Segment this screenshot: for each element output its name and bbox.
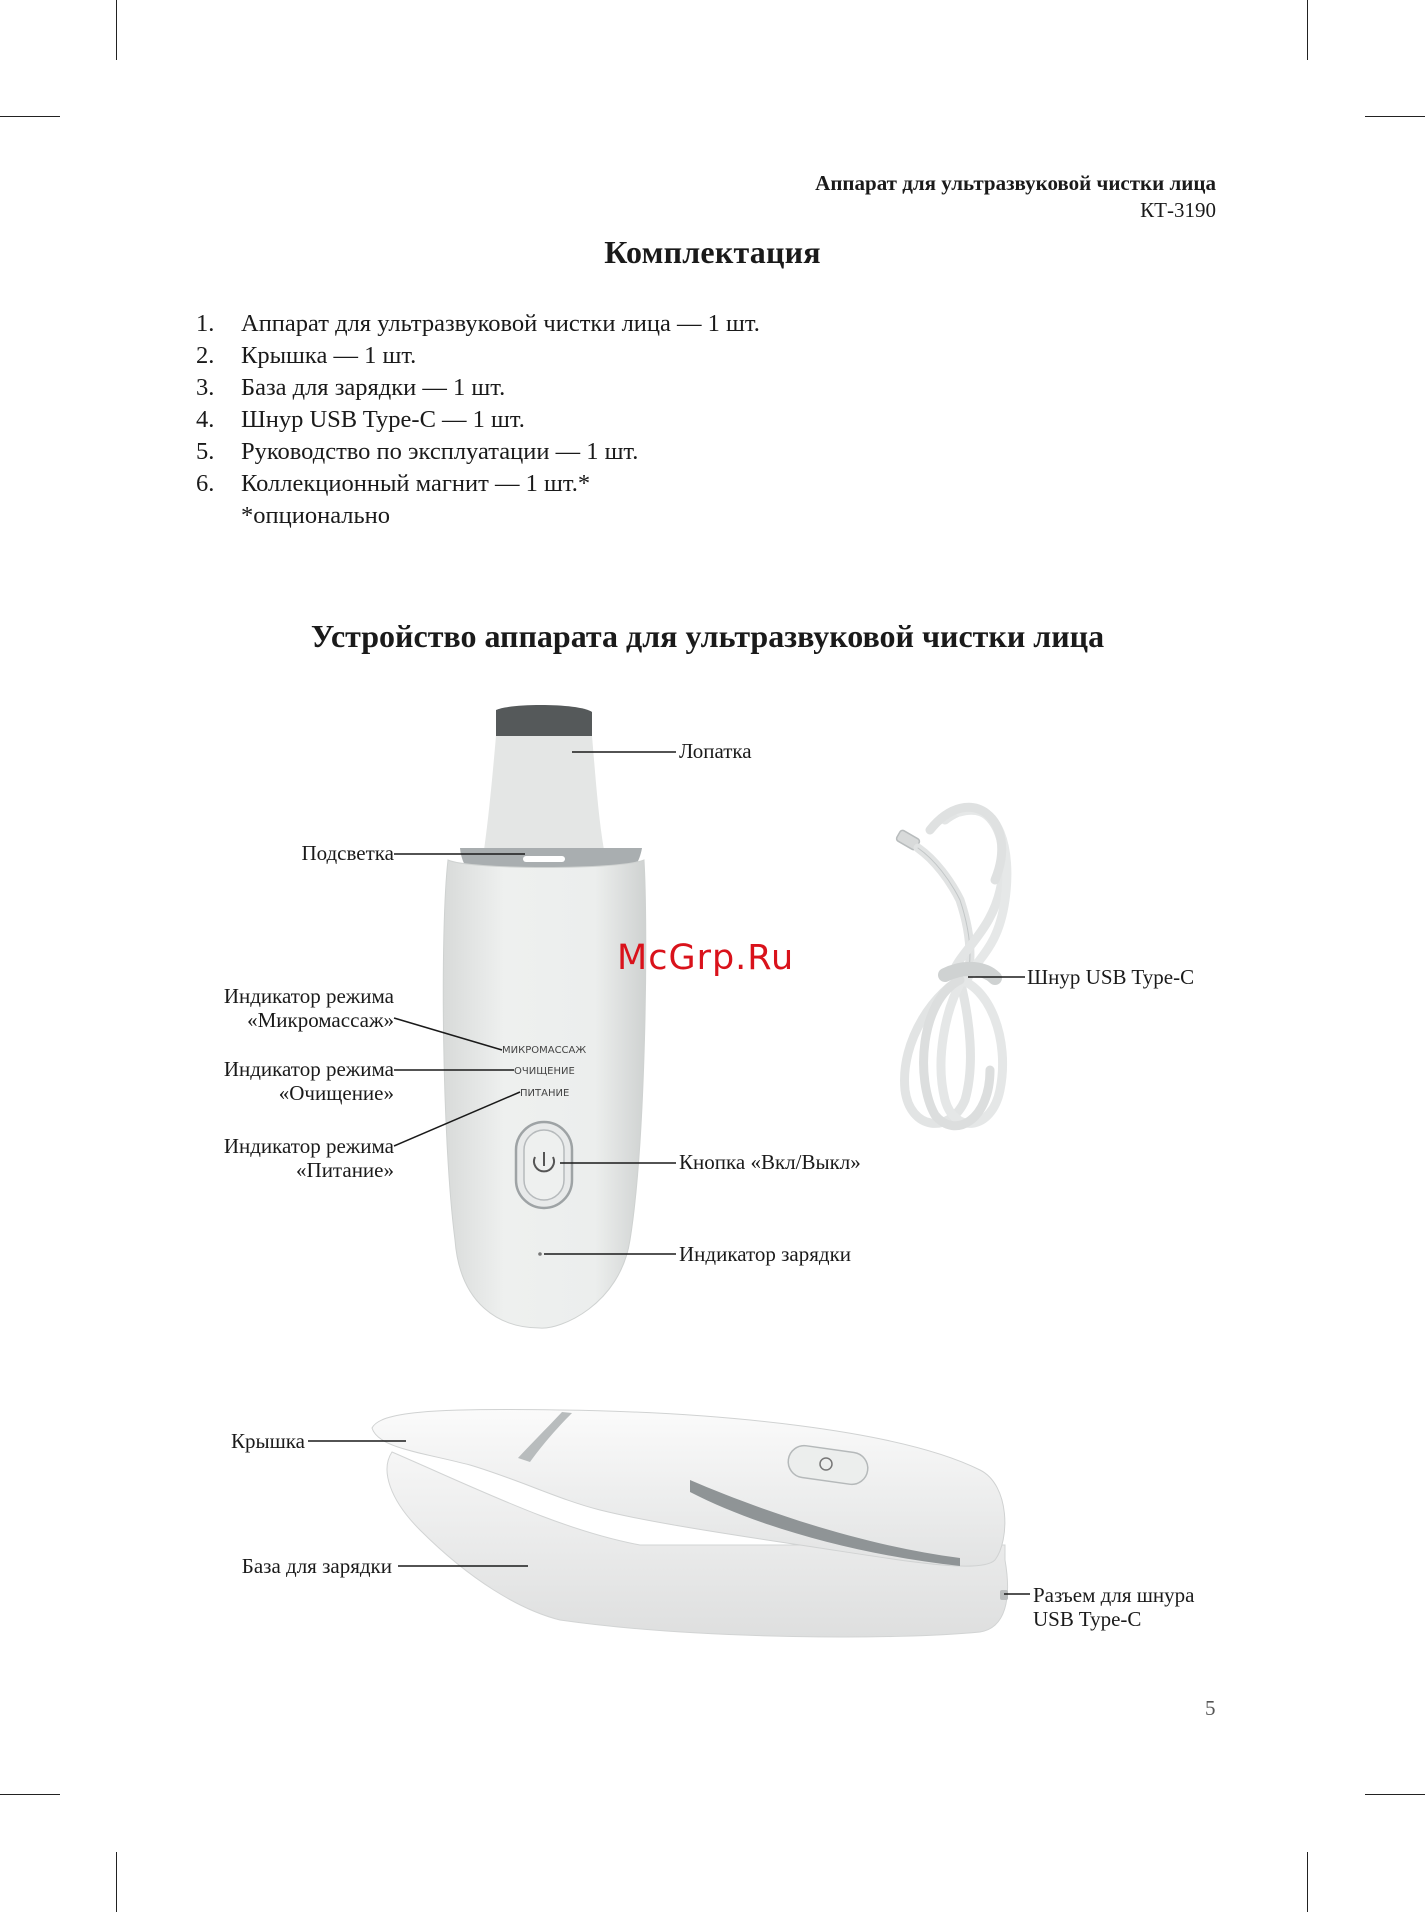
list-number: 1. xyxy=(196,310,215,337)
spatula-tip xyxy=(496,705,592,738)
list-text: Шнур USB Type-C — 1 шт. xyxy=(241,406,525,433)
list-number: 4. xyxy=(196,406,215,433)
list-number: 6. xyxy=(196,470,215,497)
spatula-blade xyxy=(484,736,604,850)
label-line: Индикатор режима xyxy=(223,1134,394,1158)
mode-micromassage-text: МИКРОМАССАЖ xyxy=(502,1045,587,1056)
label-cleansing-indicator xyxy=(224,1057,394,1105)
list-text: Аппарат для ультразвуковой чистки лица — 1 шт. xyxy=(241,310,760,337)
mode-cleansing-text: ОЧИЩЕНИЕ xyxy=(514,1066,575,1077)
label-usb-cable: Шнур USB Type-C xyxy=(1027,965,1195,989)
label-usb-connector xyxy=(1033,1583,1194,1631)
section-title-device: Устройство аппарата для ультразвуковой чистки лица xyxy=(310,618,1105,654)
list-number: 5. xyxy=(196,438,215,465)
label-nutrition-indicator xyxy=(224,1134,394,1182)
usb-cable-illustration xyxy=(895,807,1006,1125)
header-product-title: Аппарат для ультразвуковой чистки лица xyxy=(815,171,1216,195)
label-lid: Крышка xyxy=(231,1429,305,1453)
list-text: Коллекционный магнит — 1 шт.* xyxy=(241,470,591,497)
mode-nutrition-text: ПИТАНИЕ xyxy=(520,1088,570,1099)
label-line: «Очищение» xyxy=(278,1081,394,1105)
label-line: Разъем для шнура xyxy=(1033,1583,1195,1607)
label-backlight: Подсветка xyxy=(301,841,394,865)
lid-and-base-illustration xyxy=(372,1410,1008,1637)
optional-note: *опционально xyxy=(241,502,391,529)
label-line: USB Type-C xyxy=(1033,1607,1142,1631)
charge-indicator-dot xyxy=(538,1252,542,1256)
watermark: McGrp.Ru xyxy=(617,938,795,978)
list-number: 2. xyxy=(196,342,215,369)
label-charge-indicator: Индикатор зарядки xyxy=(679,1242,852,1266)
list-text: База для зарядки — 1 шт. xyxy=(241,374,506,401)
label-micromassage-indicator xyxy=(224,984,394,1032)
section-title-contents: Комплектация xyxy=(604,234,821,270)
label-charging-base: База для зарядки xyxy=(241,1554,392,1578)
list-text: Крышка — 1 шт. xyxy=(241,342,417,369)
scrubber-device xyxy=(443,705,646,1328)
usb-port xyxy=(1000,1590,1008,1600)
page-number: 5 xyxy=(1205,1696,1216,1720)
label-line: «Микромассаж» xyxy=(247,1008,394,1032)
label-spatula: Лопатка xyxy=(679,739,752,763)
list-number: 3. xyxy=(196,374,215,401)
label-power-button: Кнопка «Вкл/Выкл» xyxy=(679,1150,861,1174)
label-line: Индикатор режима xyxy=(223,1057,394,1081)
header-model: КТ-3190 xyxy=(1140,198,1216,222)
label-line: Индикатор режима xyxy=(223,984,394,1008)
label-line: «Питание» xyxy=(296,1158,394,1182)
backlight-slot xyxy=(523,856,565,862)
list-text: Руководство по эксплуатации — 1 шт. xyxy=(241,438,639,465)
